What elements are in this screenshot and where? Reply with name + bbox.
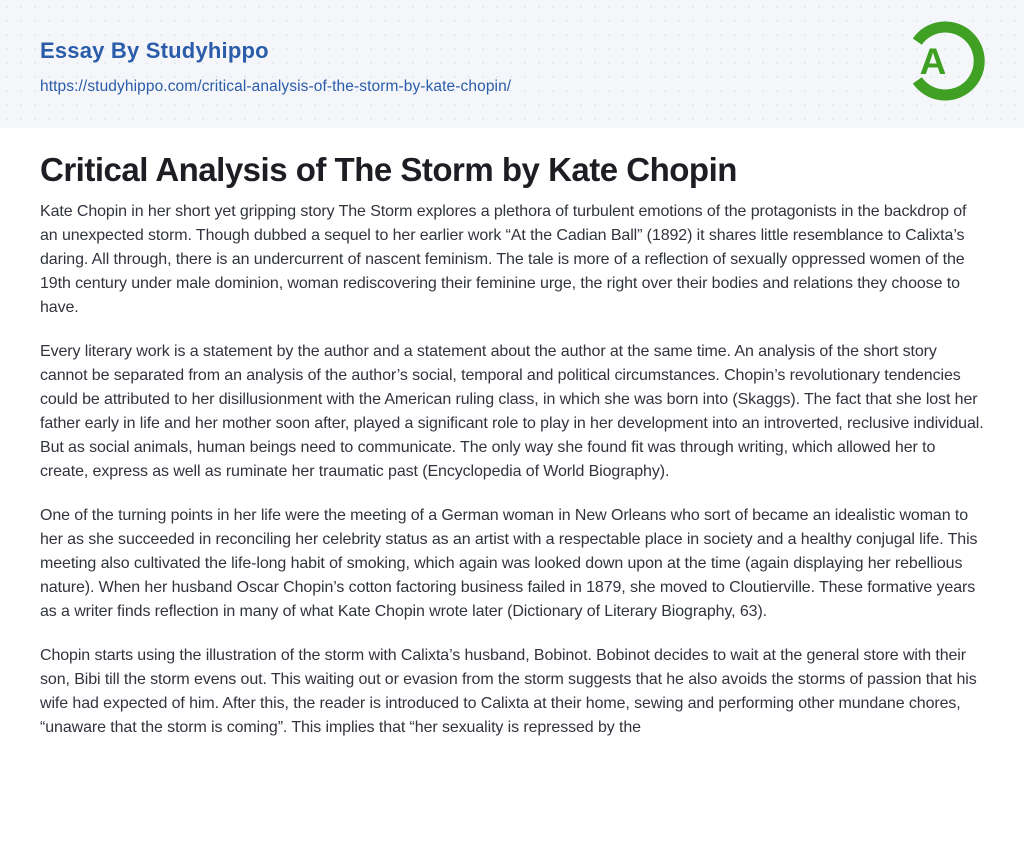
header-text-block: [40, 32, 511, 96]
page-header: [0, 0, 1024, 128]
source-url-link[interactable]: https://studyhippo.com/critical-analysis-of-the-storm-by-kate-chopin/: [40, 78, 512, 95]
essay-title: Critical Analysis of The Storm by Kate Chopin: [40, 151, 737, 188]
logo-letter: A: [919, 41, 947, 82]
brand-title: Essay By Studyhippo: [40, 38, 269, 63]
essay-paragraph-2: Every literary work is a statement by the author and a statement about the author at the same time. An analysis of the short story cannot be separated from an analysis of the author’s social, temporal and political circumstances. Chopin’s revolutionary tendencies could be attributed to her disillusionment with the American ruling class, in which she was born into (Skaggs). The fact that she lost her father early in life and her mother soon after, played a significant role to play in her development into an introverted, reclusive individual. But as social animals, human beings need to communicate. The only way she found fit was through writing, which allowed her to create, express as well as ruminate her traumatic past (Encyclopedia of World Biography).: [40, 342, 984, 480]
essay-article: [0, 128, 1024, 740]
essay-paragraph-4: Chopin starts using the illustration of the storm with Calixta’s husband, Bobinot. Bobinot decides to wait at the general store with their son, Bibi till the storm evens out. This waiting out or evasion from the storm suggests that he also avoids the storms of passion that his wife had expected of him. After this, the reader is introduced to Calixta at their home, sewing and performing other mundane chores, “unaware that the storm is coming”. This implies that “her sexuality is repressed by the: [40, 646, 977, 736]
essay-paragraph-3: One of the turning points in her life were the meeting of a German woman in New Orleans who sort of became an idealistic woman to her as she succeeded in reconciling her celebrity status as an artist with a respectable place in society and a healthy conjugal life. This meeting also cultivated the life-long habit of smoking, which again was looked down upon at the time (again displaying her rebellious nature). When her husband Oscar Chopin’s cotton factoring business failed in 1879, she moved to Cloutierville. These formative years as a writer finds reflection in many of what Kate Chopin wrote later (Dictionary of Literary Biography, 63).: [40, 506, 978, 620]
logo-ring-icon: [905, 21, 985, 101]
studyhippo-logo: [905, 21, 985, 101]
essay-paragraph-1: Kate Chopin in her short yet gripping story The Storm explores a plethora of turbulent emotions of the protagonists in the backdrop of an unexpected storm. Though dubbed a sequel to her earlier work “At the Cadian Ball” (1892) it shares little resemblance to Calixta’s daring. All through, there is an undercurrent of nascent feminism. The tale is more of a reflection of sexually oppressed women of the 19th century under male dominion, woman rediscovering their feminine urge, the right over their bodies and relations they choose to have.: [40, 202, 967, 316]
